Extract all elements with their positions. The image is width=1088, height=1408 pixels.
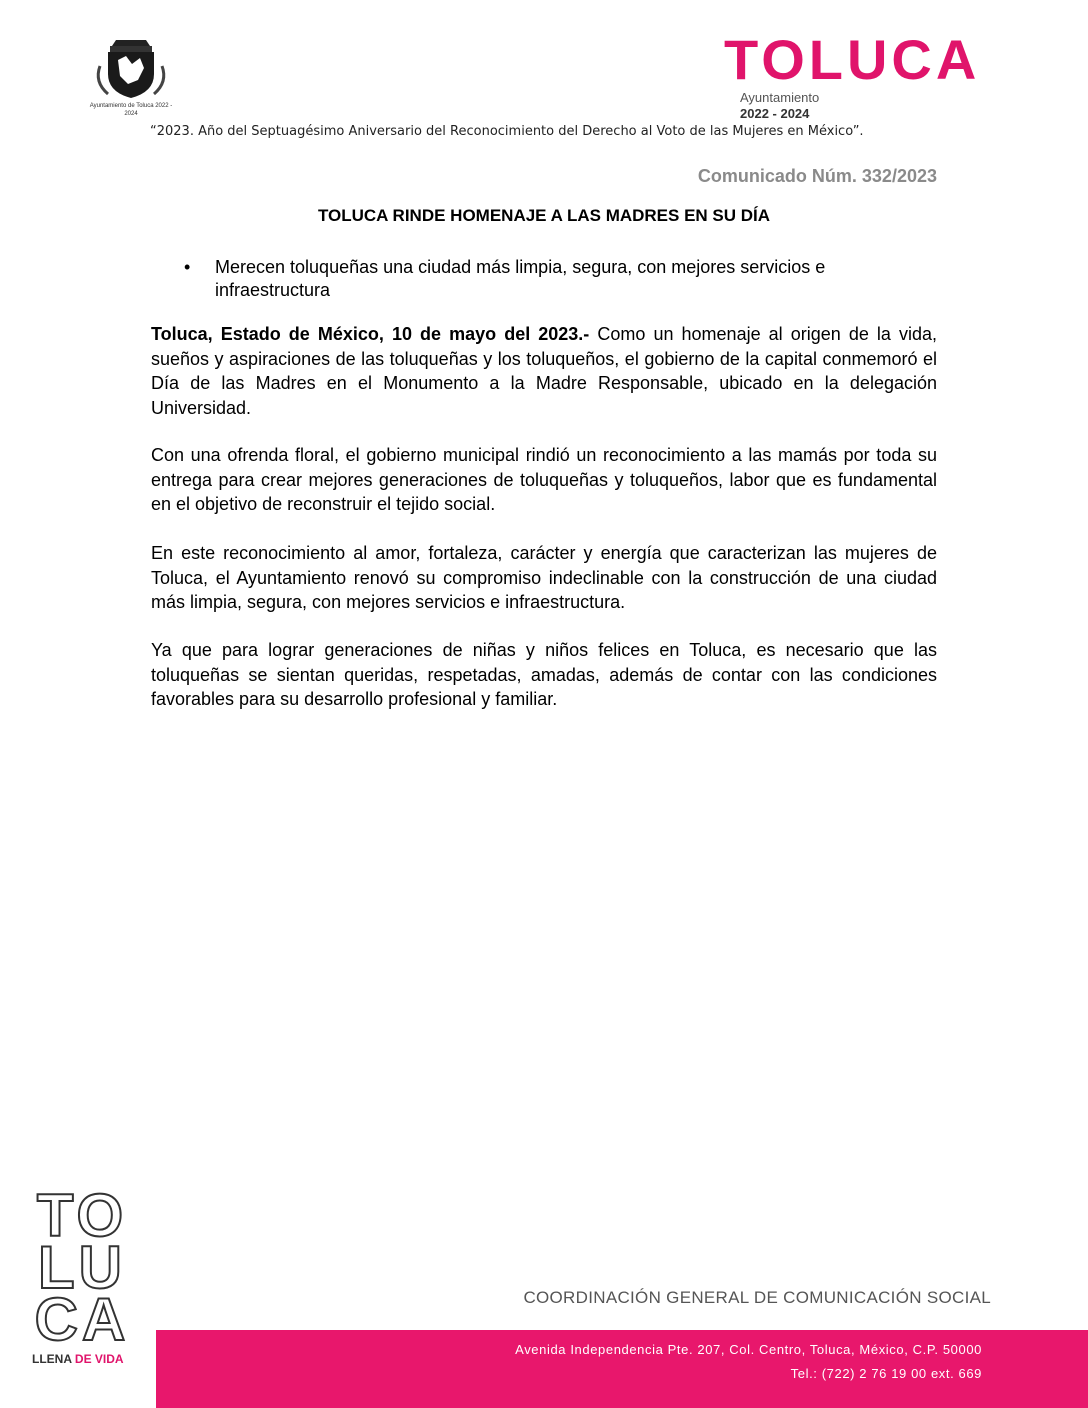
- paragraph-1: [151, 322, 937, 420]
- coordination-label: COORDINACIÓN GENERAL DE COMUNICACIÓN SOCIAL: [523, 1288, 991, 1307]
- communique-number: Comunicado Núm. 332/2023: [697, 166, 937, 186]
- brand-wordmark: TOLUCA: [724, 28, 981, 91]
- toluca-brand-logo: [724, 28, 986, 126]
- footer-tagline: [32, 1352, 124, 1366]
- bullet-icon: •: [184, 257, 191, 277]
- municipal-seal: [86, 36, 176, 120]
- paragraph-4: Ya que para lograr generaciones de niñas y niños felices en Toluca, es necesario que las toluqueñas se sientan queridas, respetadas, amadas, además de contar con las condiciones favorables para su desarrollo profesional y familiar.: [151, 640, 937, 709]
- footer-phone: Tel.: (722) 2 76 19 00 ext. 669: [790, 1366, 982, 1381]
- logo-letter: CA: [34, 1286, 130, 1353]
- summary-bullet: [184, 256, 936, 302]
- footer-address: Avenida Independencia Pte. 207, Col. Centro, Toluca, México, C.P. 50000: [515, 1342, 982, 1357]
- logo-letter: TO: [36, 1182, 128, 1249]
- paragraph-3: En este reconocimiento al amor, fortaleza, carácter y energía que caracterizan las mujeres de Toluca, el Ayuntamiento renovó su compromiso indeclinable con la construcción de una ciudad más limpia, segura, con mejores servicios e infraestructura.: [151, 543, 937, 612]
- year-motto: “2023. Año del Septuagésimo Aniversario del Reconocimiento del Derecho al Voto de las Mujeres en México”.: [150, 124, 864, 139]
- logo-letter: LU: [38, 1234, 126, 1301]
- brand-years: 2022 - 2024: [740, 106, 810, 121]
- tagline-part-a: LLENA: [32, 1352, 72, 1366]
- footer-toluca-logo: [24, 1182, 144, 1392]
- bullet-text: Merecen toluqueñas una ciudad más limpia, segura, con mejores servicios e infraestructura: [215, 257, 826, 300]
- tagline-part-b: DE VIDA: [74, 1352, 124, 1366]
- seal-emblem-icon: [86, 36, 176, 100]
- brand-subtitle: Ayuntamiento: [740, 90, 820, 105]
- paragraph-1-text: Como un homenaje al origen de la vida, sueños y aspiraciones de las toluqueñas y los toluqueños, el gobierno de la capital conmemoró el Día de las Madres en el Monumento a la Madre Responsable, ubicado en la delegación Universidad.: [151, 324, 937, 418]
- page-title: TOLUCA RINDE HOMENAJE A LAS MADRES EN SU DÍA: [317, 206, 771, 225]
- seal-caption: Ayuntamiento de Toluca 2022 - 2024: [89, 103, 173, 117]
- paragraph-2: Con una ofrenda floral, el gobierno municipal rindió un reconocimiento a las mamás por toda su entrega para crear mejores generaciones de toluqueñas y toluqueños, labor que es fundamental en el objetivo de reconstruir el tejido social.: [151, 445, 937, 514]
- dateline: Toluca, Estado de México, 10 de mayo del 2023.-: [151, 324, 590, 344]
